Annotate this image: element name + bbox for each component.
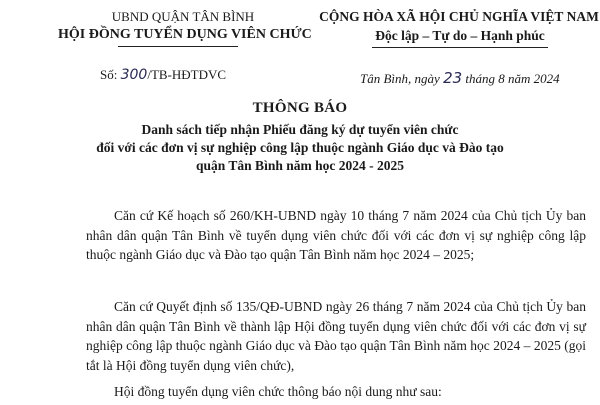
document-subtitle-line: đối với các đơn vị sự nghiệp công lập thuộc ngành Giáo dục và Đào tạo <box>96 140 504 155</box>
body-paragraph <box>86 382 586 402</box>
document-number <box>100 67 226 83</box>
document-subtitle-line: Danh sách tiếp nhận Phiếu đăng ký dự tuyển viên chức <box>141 122 459 137</box>
org-underline <box>118 46 238 47</box>
document-title: THÔNG BÁO <box>252 100 348 116</box>
national-title: CỘNG HÒA XÃ HỘI CHỦ NGHĨA VIỆT NAM <box>319 9 599 24</box>
paragraph-text: Căn cứ Quyết định số 135/QĐ-UBND ngày 26 tháng 7 năm 2024 của Chủ tịch Ủy ban nhân dân quận Tân Bình về thành lập Hội đồng tuyển dụng viên chức đối với các đơn vị sự nghiệp công lập thuộc ngành Giáo dục và Đào tạo quận Tân Bình năm học 2024 – 2025 (gọi tắt là Hội đồng tuyển dụng viên chức), <box>86 299 586 373</box>
docno-prefix: Số: <box>100 67 121 82</box>
document-date <box>360 69 560 87</box>
body-paragraph <box>86 206 586 265</box>
date-suffix: tháng 8 năm 2024 <box>462 71 560 86</box>
docno-suffix: /TB-HĐTDVC <box>147 67 227 82</box>
issuing-authority: UBND QUẬN TÂN BÌNH <box>111 9 255 24</box>
paragraph-text: Hội đồng tuyển dụng viên chức thông báo nội dung như sau: <box>114 384 442 399</box>
national-motto: Độc lập – Tự do – Hạnh phúc <box>375 28 545 43</box>
motto-underline <box>372 47 548 48</box>
issuing-council: HỘI ĐỒNG TUYỂN DỤNG VIÊN CHỨC <box>58 27 312 42</box>
date-handwritten-day: 23 <box>443 69 463 87</box>
document-subtitle-line: quận Tân Bình năm học 2024 - 2025 <box>196 158 404 173</box>
docno-handwritten: 300 <box>120 67 148 83</box>
date-prefix: Tân Bình, ngày <box>360 71 444 86</box>
paragraph-text: Căn cứ Kế hoạch số 260/KH-UBND ngày 10 tháng 7 năm 2024 của Chủ tịch Ủy ban nhân dân quận Tân Bình về tuyển dụng viên chức đối với các đơn vị sự nghiệp công lập thuộc ngành Giáo dục và Đào tạo quận Tân Bình năm học 2024 – 2025; <box>86 208 586 262</box>
body-paragraph <box>86 297 586 375</box>
